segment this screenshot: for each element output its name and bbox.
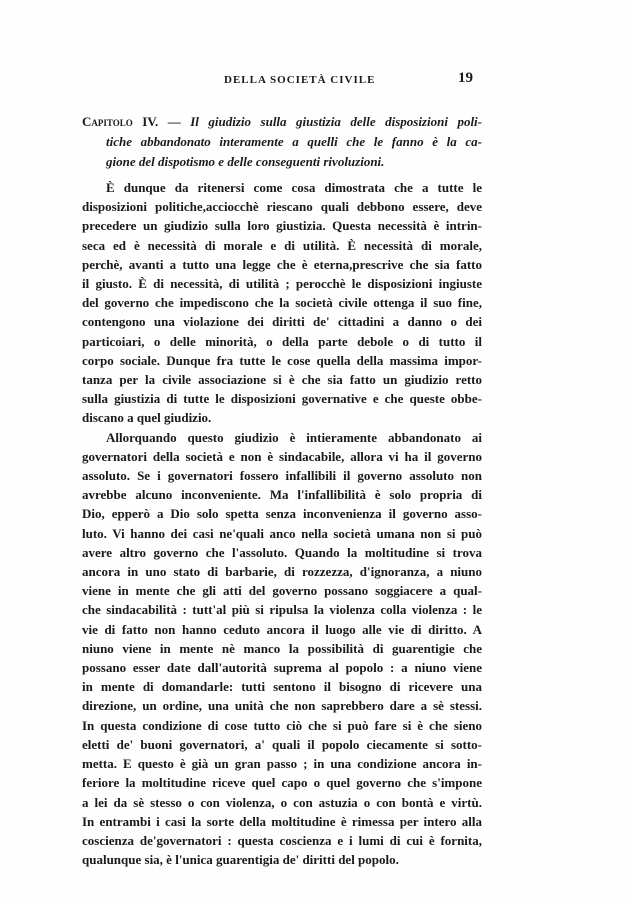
text-line: metta. E questo è già un gran passo ; in una condizione ancora in- <box>82 756 482 772</box>
text-line: discano a quel giudizio. <box>82 410 212 426</box>
text-line: che sindacabilità : tutt'al più si ripulsa la violenza colla violenza : le <box>82 602 482 618</box>
text-line: seca ed è necessità di morale e di utilità. È necessità di morale, <box>82 237 482 253</box>
text-line: contengono una violazione dei diritti de' cittadini a danno o dei <box>82 314 482 330</box>
chapter-label: Capitolo IV. — <box>82 114 181 129</box>
text-line: governatori della società e non è sindacabile, allora vi ha il governo <box>82 448 482 464</box>
paragraph <box>82 178 482 428</box>
chapter-heading-line <box>82 112 482 132</box>
running-head: DELLA SOCIETÀ CIVILE <box>224 74 376 86</box>
text-line: feriore la moltitudine riceve quel capo o quel governo che s'impone <box>82 775 482 791</box>
text-line: direzione, un ordine, una unità che non saprebbero dare a sè stessi. <box>82 698 482 714</box>
text-line: particoiari, o delle minorità, o della parte debole o di tutto il <box>82 333 482 349</box>
text-line: eletti de' buoni governatori, a' quali il popolo ciecamente si sotto- <box>82 736 482 752</box>
text-line: ancora in uno stato di barbarie, di rozzezza, d'ignoranza, a niuno <box>82 564 482 580</box>
text-line: coscienza de'governatori : questa coscienza e i lumi di cui è fornita, <box>82 832 482 848</box>
chapter-title-line: gione del dispotismo e delle conseguenti rivoluzioni. <box>106 154 385 169</box>
text-line: luto. Vi hanno dei casi ne'quali anco nella società umana non si può <box>82 525 482 541</box>
text-line: È dunque da ritenersi come cosa dimostrata che a tutte le <box>106 180 482 195</box>
text-line: avrebbe alcuno inconveniente. Ma l'infallibilità è solo propria di <box>82 487 482 503</box>
text-line: tanza per la civile associazione si è che sia fatto un giudizio retto <box>82 372 482 388</box>
text-line: Dio, epperò a Dio solo spetta senza inconvenienza il governo asso- <box>82 506 482 522</box>
chapter-title-line: tiche abbandonato interamente a quelli che le fanno è la ca- <box>106 134 482 149</box>
body-text <box>82 178 482 869</box>
text-line: qualunque sia, è l'unica guarentigia de' diritti del popolo. <box>82 852 399 868</box>
text-line: Allorquando questo giudizio è intieramente abbandonato ai <box>106 429 482 445</box>
text-line: precedere un giudizio sulla loro giustizia. Questa necessità è intrin- <box>82 218 482 234</box>
page-number: 19 <box>458 70 473 86</box>
text-line: In questa condizione di cose tutto ciò che si può fare si è che sieno <box>82 717 482 733</box>
paragraph <box>82 428 482 870</box>
chapter-title-line: Il giudizio sulla giustizia delle disposizioni poli- <box>190 114 482 129</box>
text-line: In entrambi i casi la sorte della moltitudine è rimessa per intero alla <box>82 813 482 829</box>
text-line: del governo che impediscono che la società civile ottenga il suo fine, <box>82 295 482 311</box>
text-line: perchè, avanti a tutto una legge che è eterna,prescrive che sia fatto <box>82 256 482 272</box>
text-line: assoluto. Se i governatori fossero infallibili il governo assoluto non <box>82 468 482 484</box>
text-line: possano esser date dall'autorità suprema al popolo : a niuno viene <box>82 660 482 676</box>
text-line: vie di fatto non hanno ceduto ancora il luogo alle vie di diritto. A <box>82 621 482 637</box>
text-line: il giusto. È di necessità, di utilità ; perocchè le disposizioni ingiuste <box>82 276 482 292</box>
text-line: niuno viene in mente nè manco la possibilità di guarentigie che <box>82 640 482 656</box>
text-line: avere altro governo che l'assoluto. Quando la moltitudine si trova <box>82 544 482 560</box>
text-line: in mente di domandarle: tutti sentono il bisogno di ricevere una <box>82 679 482 695</box>
text-line: a lei da sè stesso o con violenza, o con astuzia o con bontà e virtù. <box>82 794 482 810</box>
text-line: sulla giustizia di tutte le disposizioni governative e che queste obbe- <box>82 391 482 407</box>
chapter-heading <box>82 112 482 172</box>
text-line: corpo sociale. Dunque fra tutte le cose quella della massima impor- <box>82 352 482 368</box>
text-line: disposizioni politiche,acciocchè riescano quali debbono essere, deve <box>82 199 482 215</box>
text-line: viene in mente che gli atti del governo possano soggiacere a qual- <box>82 583 482 599</box>
